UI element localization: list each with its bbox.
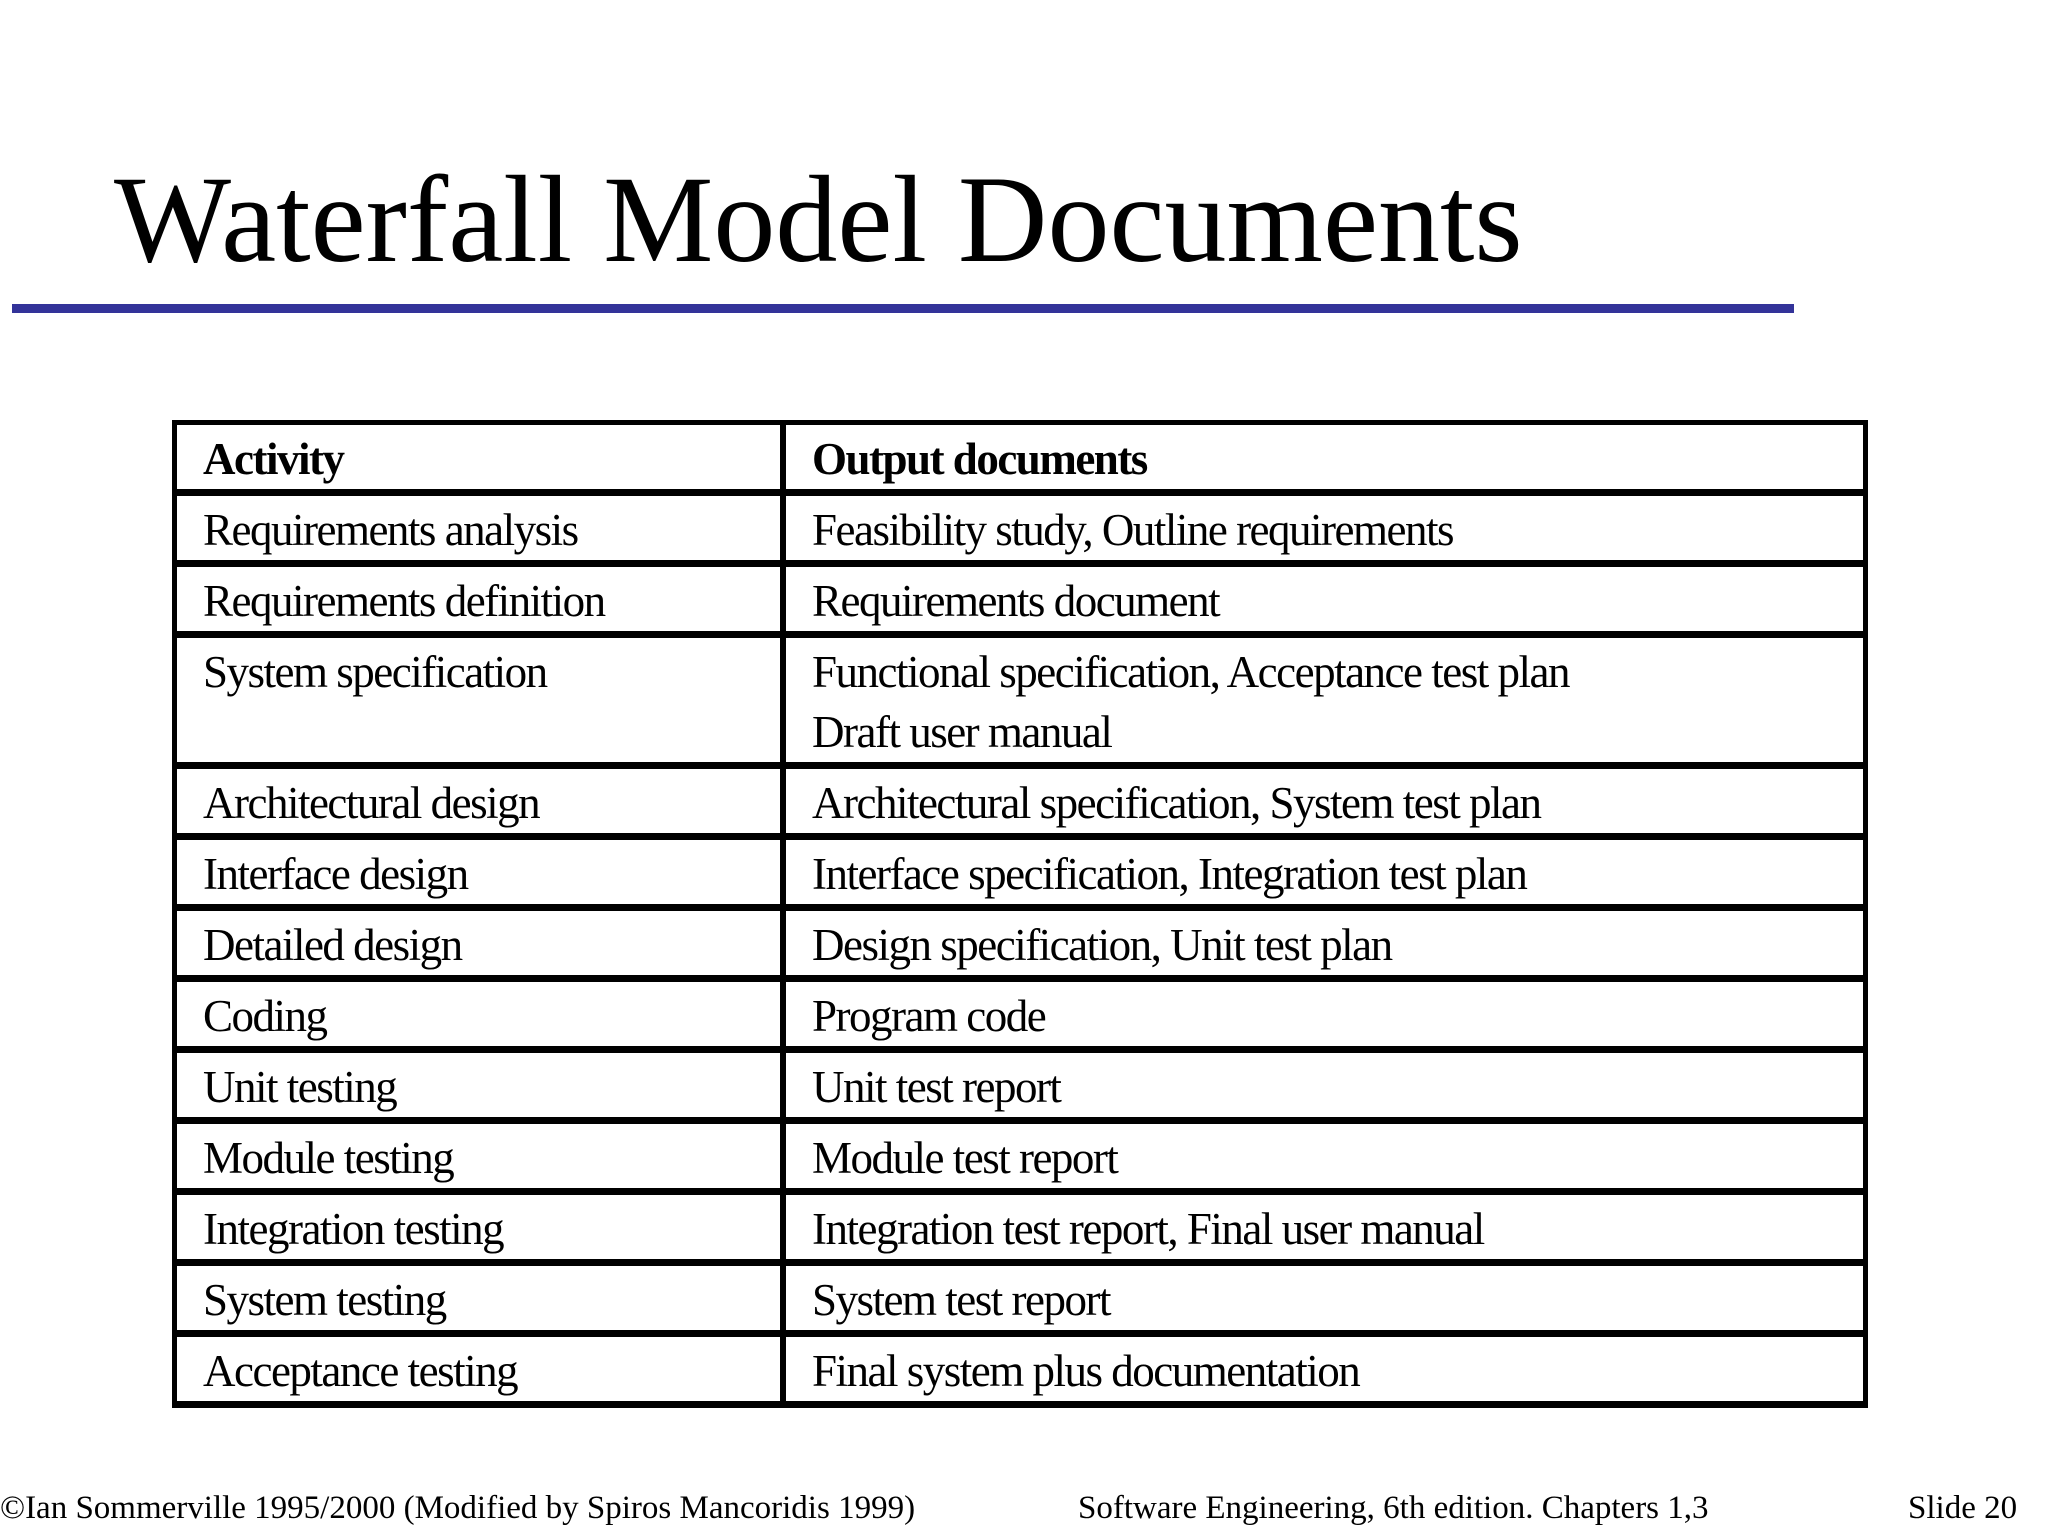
- output-documents-cell: [780, 489, 1868, 560]
- table-row: [172, 1330, 1868, 1408]
- output-document-line: Unit test report: [812, 1062, 1061, 1112]
- table-row: [172, 1188, 1868, 1259]
- output-document-line: Architectural specification, System test plan: [812, 778, 1541, 828]
- table-row: [172, 631, 1868, 762]
- activity-cell: Module testing: [172, 1117, 780, 1188]
- table-row: [172, 904, 1868, 975]
- footer-copyright: ©Ian Sommerville 1995/2000 (Modified by Spiros Mancoridis 1999): [0, 1490, 916, 1526]
- table-row: [172, 560, 1868, 631]
- table-row: [172, 1259, 1868, 1330]
- output-document-line: Design specification, Unit test plan: [812, 920, 1392, 970]
- output-documents-cell: [780, 560, 1868, 631]
- output-documents-cell: [780, 1330, 1868, 1408]
- activity-cell: Requirements definition: [172, 560, 780, 631]
- activity-cell: Architectural design: [172, 762, 780, 833]
- activity-cell: Acceptance testing: [172, 1330, 780, 1408]
- activity-cell: System specification: [172, 631, 780, 762]
- output-documents-cell: [780, 762, 1868, 833]
- output-document-line: Final system plus documentation: [812, 1346, 1360, 1396]
- activity-cell: Unit testing: [172, 1046, 780, 1117]
- activity-cell: Requirements analysis: [172, 489, 780, 560]
- activity-cell: Coding: [172, 975, 780, 1046]
- output-document-line: Integration test report, Final user manual: [812, 1204, 1484, 1254]
- output-documents-cell: [780, 1259, 1868, 1330]
- activity-cell: Detailed design: [172, 904, 780, 975]
- output-documents-cell: [780, 975, 1868, 1046]
- activity-cell: System testing: [172, 1259, 780, 1330]
- table-row: [172, 975, 1868, 1046]
- output-document-line: Functional specification, Acceptance test plan: [812, 647, 1569, 697]
- table-header-row: [172, 420, 1868, 489]
- slide-title: Waterfall Model Documents: [114, 151, 1523, 288]
- table-row: [172, 489, 1868, 560]
- header-activity: Activity: [172, 420, 780, 489]
- output-document-line: Requirements document: [812, 576, 1220, 626]
- output-documents-cell: [780, 1188, 1868, 1259]
- activity-cell: Integration testing: [172, 1188, 780, 1259]
- output-documents-cell: [780, 1046, 1868, 1117]
- activity-cell: Interface design: [172, 833, 780, 904]
- output-document-line: Feasibility study, Outline requirements: [812, 505, 1453, 555]
- output-documents-cell: [780, 904, 1868, 975]
- footer-slide-number: Slide 20: [1908, 1490, 2018, 1526]
- table-row: [172, 1046, 1868, 1117]
- output-document-line: System test report: [812, 1275, 1110, 1325]
- footer-book-title: Software Engineering, 6th edition. Chapters 1,3: [1078, 1490, 1709, 1526]
- output-document-line: Interface specification, Integration test plan: [812, 849, 1527, 899]
- output-documents-cell: [780, 1117, 1868, 1188]
- table-row: [172, 1117, 1868, 1188]
- output-documents-cell: [780, 631, 1868, 762]
- table-row: [172, 833, 1868, 904]
- table-row: [172, 762, 1868, 833]
- header-output-documents: Output documents: [780, 420, 1868, 489]
- output-document-line: Module test report: [812, 1133, 1118, 1183]
- output-document-line: Program code: [812, 991, 1046, 1041]
- output-documents-cell: [780, 833, 1868, 904]
- output-document-line: Draft user manual: [812, 707, 1112, 757]
- activity-documents-table: [172, 420, 1868, 1408]
- title-divider: [12, 304, 1794, 313]
